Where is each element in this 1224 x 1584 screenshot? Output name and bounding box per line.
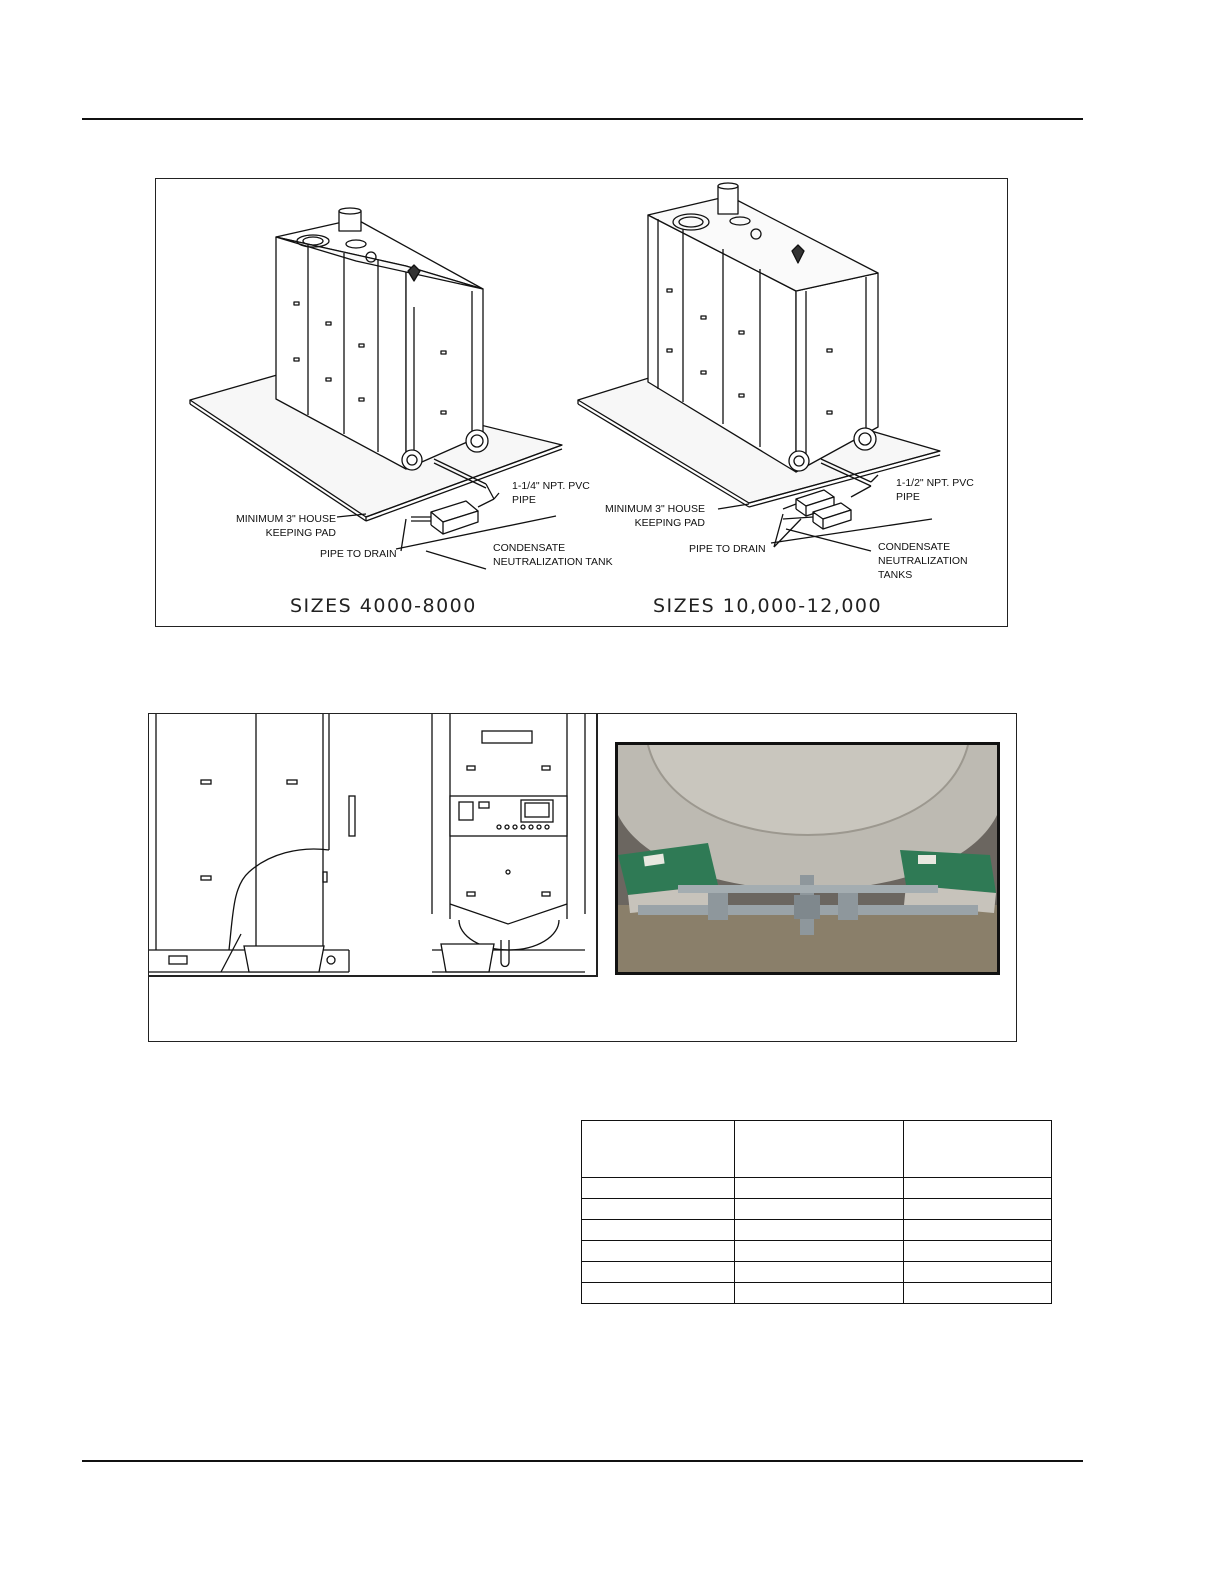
table-row [582,1220,1052,1241]
drain-callout-large: PIPE TO DRAIN [689,543,766,555]
caption-sizes-10000-12000: SIZES 10,000-12,000 [653,595,883,617]
figure-tank-location [148,713,1017,1042]
caption-sizes-4000-8000: SIZES 4000-8000 [290,595,477,617]
neutralization-tanks-photo [615,742,1000,975]
table-header-row [582,1121,1052,1178]
footer-rule [82,1460,1083,1462]
tank-callout-large: CONDENSATE NEUTRALIZATION TANKS [878,541,968,581]
figure-installation-drawings [155,178,1008,627]
pad-callout-small: MINIMUM 3" HOUSE KEEPING PAD [236,513,336,539]
boiler-side-front-drawing [149,714,598,977]
table-row [582,1199,1052,1220]
tank-callout-small: CONDENSATE NEUTRALIZATION TANK [493,542,613,568]
table-row [582,1241,1052,1262]
side-front-elevation [149,714,596,975]
table-row [582,1262,1052,1283]
pipe-callout-large: 1-1/2" NPT. PVC PIPE [896,477,974,503]
pad-callout-large: MINIMUM 3" HOUSE KEEPING PAD [605,503,705,529]
header-rule [82,118,1083,120]
drain-callout-small: PIPE TO DRAIN [320,548,397,560]
photo-illustration [618,745,997,972]
data-table [581,1120,1052,1304]
table-row [582,1178,1052,1199]
pipe-callout-small: 1-1/4" NPT. PVC PIPE [512,480,590,506]
boiler-large-drawing [578,183,940,551]
table-row [582,1283,1052,1304]
